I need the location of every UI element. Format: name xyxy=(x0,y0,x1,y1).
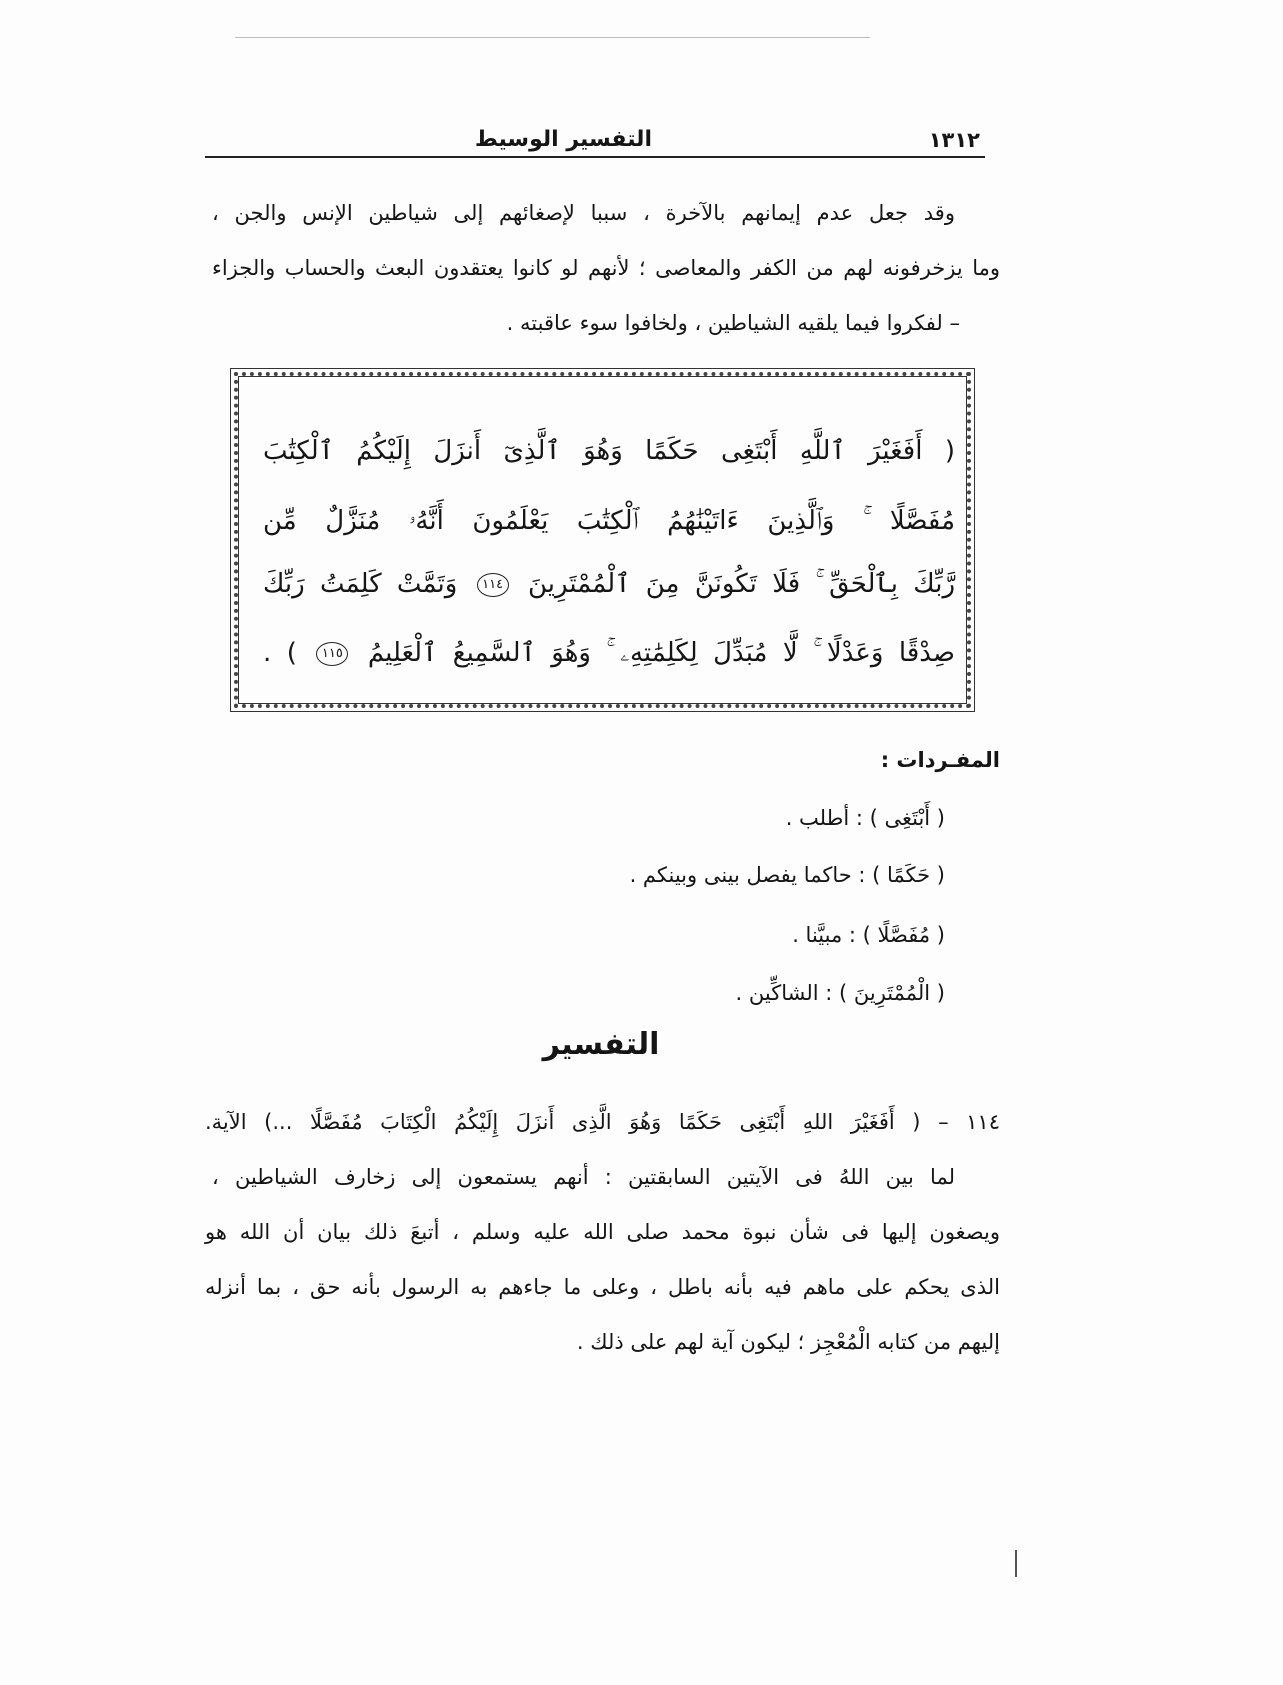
quran-line: مُفَصَّلًا ۚ وَٱلَّذِينَ ءَاتَيْنَٰهُمُ ٱلْكِتَٰبَ يَعْلَمُونَ أَنَّهُۥ مُنَزَّلٌ مِّن xyxy=(263,506,955,536)
intro-line: وما يزخرفونه لهم من الكفر والمعاصى ؛ لأنهم لو كانوا يعتقدون البعث والحساب والجزاء xyxy=(212,256,1000,280)
vocabulary-item: ( مُفَصَّلًا ) : مبيَّنا . xyxy=(792,923,945,947)
verse-citation: ١١٤ – ( أَفَغَيْرَ اللهِ أَبْتَغِى حَكَمًا وَهُوَ الَّذِى أَنزَلَ إِلَيْكُمُ الْكِتَابَ مُفَصَّلًا ...) الآية. xyxy=(205,1110,1000,1134)
tafsir-heading: التفسير xyxy=(542,1027,660,1062)
quran-line xyxy=(263,625,955,681)
tafsir-line: إليهم من كتابه الْمُعْجِز ؛ ليكون آية لهم على ذلك . xyxy=(576,1330,1000,1354)
intro-line: وقد جعل عدم إيمانهم بالآخرة ، سببا لإصغائهم إلى شياطين الإنس والجن ، xyxy=(212,201,955,225)
vocabulary-item: ( حَكَمًا ) : حاكما يفصل بينى وبينكم . xyxy=(629,863,945,887)
quran-line xyxy=(263,556,955,612)
quran-line: ( أَفَغَيْرَ ٱللَّهِ أَبْتَغِى حَكَمًا وَهُوَ ٱلَّذِىٓ أَنزَلَ إِلَيْكُمُ ٱلْكِتَٰبَ xyxy=(263,436,955,466)
page-number: ١٣١٢ xyxy=(928,128,980,152)
scan-artifact-line xyxy=(235,37,870,38)
quran-segment: ) . xyxy=(263,638,297,668)
tafsir-line: الذى يحكم على ماهم فيه بأنه باطل ، وعلى ما جاءهم به الرسول بأنه حق ، بما أنزله xyxy=(205,1275,1000,1299)
verse-number-marker: ١١٥ xyxy=(316,642,348,666)
verse-number-marker: ١١٤ xyxy=(477,573,509,597)
running-title: التفسير الوسيط xyxy=(474,127,652,152)
quran-segment: رَّبِّكَ بِٱلْحَقِّ ۚ فَلَا تَكُونَنَّ مِنَ ٱلْمُمْتَرِينَ xyxy=(527,569,955,599)
vocabulary-item: ( الْمُمْتَرِينَ ) : الشاكِّين . xyxy=(735,981,945,1005)
tafsir-line: ويصغون إليها فى شأن نبوة محمد صلى الله عليه وسلم ، أتبعَ ذلك بيان أن الله هو xyxy=(205,1220,1000,1244)
vocabulary-item: ( أَبْتَغِى ) : أطلب . xyxy=(785,806,945,830)
header-rule xyxy=(205,156,985,158)
quran-segment: وَتَمَّتْ كَلِمَتُ رَبِّكَ xyxy=(263,569,458,599)
scan-artifact-tick xyxy=(1015,1550,1017,1577)
vocabulary-heading: المفـردات : xyxy=(880,748,1000,772)
quran-verse-box xyxy=(230,368,975,712)
intro-line: – لفكروا فيما يلقيه الشياطين ، ولخافوا سوء عاقبته . xyxy=(506,311,960,335)
quran-segment: صِدْقًا وَعَدْلًا ۚ لَّا مُبَدِّلَ لِكَلِمَٰتِهِۦ ۚ وَهُوَ ٱلسَّمِيعُ ٱلْعَلِيمُ xyxy=(367,638,955,668)
tafsir-line: لما بين اللهُ فى الآيتين السابقتين : أنهم يستمعون إلى زخارف الشياطين ، xyxy=(212,1165,955,1189)
